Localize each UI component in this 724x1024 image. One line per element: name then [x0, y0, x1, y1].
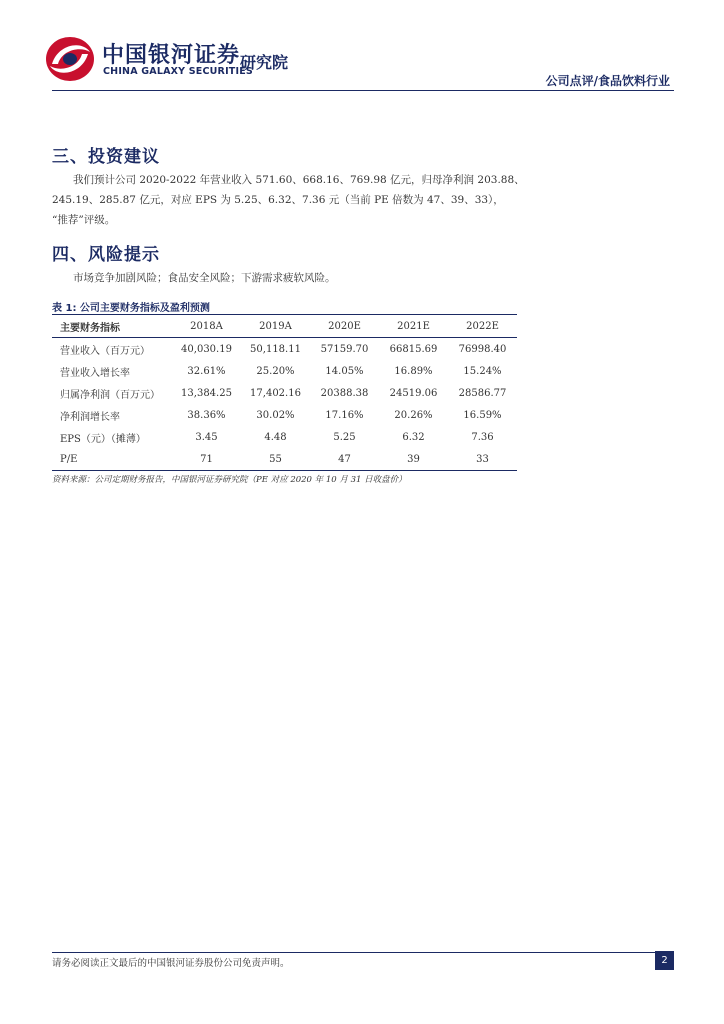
company-logo [44, 34, 314, 84]
table-cell: 3.45 [195, 431, 218, 443]
table-cell: 16.89% [394, 365, 433, 377]
table-cell: 40,030.19 [181, 343, 232, 355]
header-divider [52, 90, 674, 91]
table-cell: 33 [476, 453, 489, 465]
row-label: EPS（元）（摊薄） [60, 433, 146, 445]
table-cell: 17,402.16 [250, 387, 301, 399]
table-cell: 17.16% [325, 409, 364, 421]
row-label: P/E [60, 453, 78, 465]
table-cell: 28586.77 [458, 387, 507, 399]
table-row [52, 338, 517, 361]
section-title-investment: 三、投资建议 [52, 147, 160, 167]
table-cell: 32.61% [187, 365, 226, 377]
table-cell: 24519.06 [389, 387, 438, 399]
table-cell: 57159.70 [320, 343, 369, 355]
table-cell: 7.36 [471, 431, 494, 443]
report-category: 公司点评/食品饮料行业 [545, 74, 670, 88]
institute-name: 研究院 [240, 53, 289, 72]
page-header [0, 0, 724, 100]
column-header: 2020E [328, 320, 361, 332]
table-cell: 50,118.11 [250, 343, 301, 355]
investment-paragraph [52, 170, 532, 230]
logo-chinese-name: 中国银河证券 [102, 43, 241, 68]
paragraph-line: 245.19、285.87 亿元，对应 EPS 为 5.25、6.32、7.36 元（当前 PE 倍数为 47、39、33）， [52, 194, 504, 206]
column-header: 主要财务指标 [60, 322, 120, 334]
column-header: 2022E [466, 320, 499, 332]
section-title-risk: 四、风险提示 [52, 245, 160, 265]
table-cell: 20.26% [394, 409, 433, 421]
table-cell: 16.59% [463, 409, 502, 421]
paragraph-line: 我们预计公司 2020-2022 年营业收入 571.60、668.16、769.98 亿元，归母净利润 203.88、 [73, 174, 525, 186]
table-cell: 25.20% [256, 365, 295, 377]
risk-paragraph [52, 268, 524, 288]
galaxy-logo-icon [44, 34, 96, 84]
table-cell: 14.05% [325, 365, 364, 377]
table-row [52, 360, 517, 382]
row-label: 归属净利润（百万元） [60, 389, 160, 401]
paragraph-line: “推荐”评级。 [52, 214, 116, 226]
table-cell: 13,384.25 [181, 387, 232, 399]
table-cell: 71 [200, 453, 213, 465]
table-cell: 38.36% [187, 409, 226, 421]
column-header: 2021E [397, 320, 430, 332]
table-row [52, 448, 517, 471]
footer-divider [52, 952, 674, 953]
logo-english-name: CHINA GALAXY SECURITIES [103, 66, 253, 77]
table-row [52, 404, 517, 426]
paragraph-line: 市场竞争加剧风险；食品安全风险；下游需求疲软风险。 [73, 272, 336, 284]
column-header: 2019A [259, 320, 292, 332]
footer-disclaimer: 请务必阅读正文最后的中国银河证券股份公司免责声明。 [52, 958, 290, 969]
table-cell: 15.24% [463, 365, 502, 377]
table-cell: 6.32 [402, 431, 425, 443]
page-number: 2 [655, 951, 674, 970]
table-cell: 5.25 [333, 431, 356, 443]
table-row [52, 426, 517, 448]
table-header-row [52, 315, 517, 338]
table-cell: 39 [407, 453, 420, 465]
row-label: 营业收入（百万元） [60, 345, 150, 357]
table-cell: 66815.69 [389, 343, 438, 355]
table-cell: 55 [269, 453, 282, 465]
table-cell: 47 [338, 453, 351, 465]
table-row [52, 382, 517, 404]
table-cell: 4.48 [264, 431, 287, 443]
column-header: 2018A [190, 320, 223, 332]
row-label: 净利润增长率 [60, 411, 120, 423]
row-label: 营业收入增长率 [60, 367, 130, 379]
table-source-note: 资料来源：公司定期财务报告，中国银河证券研究院（PE 对应 2020 年 10 月 31 日收盘价） [52, 475, 407, 485]
financial-forecast-table [52, 315, 517, 471]
table-cell: 20388.38 [320, 387, 369, 399]
table-cell: 30.02% [256, 409, 295, 421]
table-cell: 76998.40 [458, 343, 507, 355]
table-caption: 表 1: 公司主要财务指标及盈利预测 [52, 303, 210, 314]
